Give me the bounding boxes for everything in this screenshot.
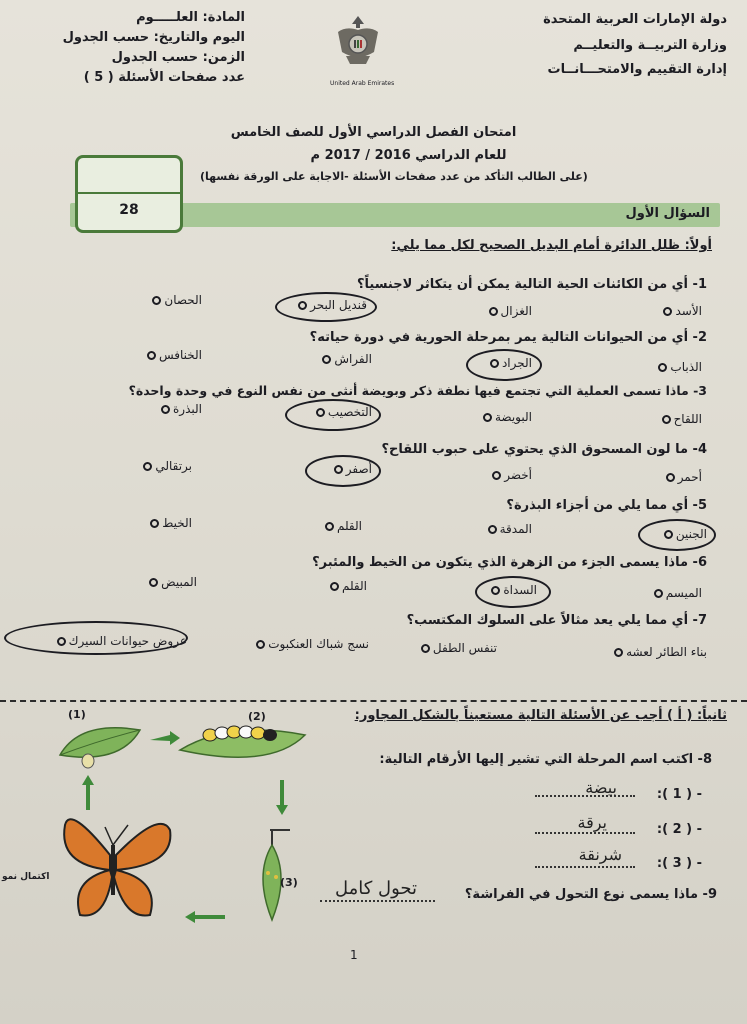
answer-ring-q2 [466,349,542,381]
q7-option-1[interactable]: بناء الطائر لعشه [614,645,707,659]
answer-ring-q7 [4,621,188,655]
question-8: 8- اكتب اسم المرحلة التي تشير إليها الأرقام التالية: [379,752,712,767]
part2-instruction: ثانياً: ( أ ) أجب عن الأسئلة التالية مستعيناً بالشكل المجاور: [354,708,727,723]
header-department: إدارة التقييم والامتحـــانــات [547,62,727,77]
answer-ring-q4 [305,455,381,487]
q2-option-1[interactable]: الذباب [658,360,702,374]
score-value: 28 [119,202,139,218]
q6-option-2-selected[interactable]: السداة [491,583,537,597]
question-9: 9- ماذا يسمى نوع التحول في الفراشة؟ [464,887,717,902]
section-divider [0,700,747,702]
butterfly-stage-icon [64,819,170,915]
q5-option-2[interactable]: المدقة [488,522,532,536]
q2-option-3[interactable]: الفراش [322,352,372,366]
question-5: 5- أي مما يلي من أجزاء البذرة؟ [506,498,707,513]
q5-option-2-circle[interactable] [488,525,497,534]
q3-option-1[interactable]: اللقاح [662,412,702,426]
q4-option-3-selected[interactable]: أصفر [334,462,372,476]
q2-option-2-selected[interactable]: الجراد [490,356,532,370]
header-time: الزمن: حسب الجدول [111,50,245,65]
question-6: 6- ماذا يسمى الجزء من الزهرة الذي يتكون من الخيط والمئبر؟ [312,555,707,570]
q2-option-3-circle[interactable] [322,355,331,364]
question-3: 3- ماذا تسمى العملية التي تجتمع فيها نطفة ذكر وبويضة أنثى من نفس النوع في وحدة واحدة؟ [128,383,707,398]
q3-option-2-circle[interactable] [483,413,492,422]
q1-option-1[interactable]: الأسد [663,304,702,318]
diagram-label-3: (3) [280,876,298,889]
q4-option-4[interactable]: برتقالي [143,459,192,473]
q6-option-4[interactable]: المبيض [149,575,197,589]
header-ministry: وزارة التربيــة والتعليــم [573,38,727,53]
q7-option-4-selected[interactable]: عروض حيوانات السيرك [57,634,187,648]
q6-option-1-circle[interactable] [654,589,663,598]
q4-option-4-circle[interactable] [143,462,152,471]
q5-option-1-selected[interactable]: الجنين [664,527,707,541]
q5-option-3-circle[interactable] [325,522,334,531]
diagram-label-1: (1) [68,708,86,721]
q8-label-1: - ( 1 ): [656,787,702,802]
answer-ring-q5 [638,519,716,551]
q4-option-1[interactable]: أحمر [666,470,702,484]
q4-option-2[interactable]: أخضر [492,468,532,482]
q6-option-3[interactable]: القلم [330,579,367,593]
question-4: 4- ما لون المسحوق الذي يحتوي على حبوب اللقاح؟ [381,442,707,457]
q1-option-2-circle[interactable] [489,307,498,316]
score-box [75,155,183,233]
exam-note: (على الطالب التأكد من عدد صفحات الأسئلة -الاجابة على الورقة نفسها) [200,170,588,183]
q2-option-4[interactable]: الخنافس [147,348,202,362]
q5-option-4[interactable]: الخيط [150,516,192,530]
exam-title: امتحان الفصل الدراسي الأول للصف الخامس [230,125,517,140]
q7-option-2[interactable]: تنفس الطفل [421,641,497,655]
q7-option-1-circle[interactable] [614,648,623,657]
caterpillar-stage-icon [180,726,305,757]
chrysalis-stage-icon [263,830,290,920]
q1-option-4[interactable]: الحصان [152,293,202,307]
q1-option-4-circle[interactable] [152,296,161,305]
q3-option-1-circle[interactable] [662,415,671,424]
q8-answer-2[interactable]: يرقة [577,813,607,832]
q7-option-2-circle[interactable] [421,644,430,653]
answer-ring-q6 [475,576,551,608]
page-number: 1 [350,948,358,962]
butterfly-life-cycle-diagram [10,705,310,930]
q4-option-1-circle[interactable] [666,473,675,482]
answer-ring-q3 [285,399,381,431]
q5-option-4-circle[interactable] [150,519,159,528]
header-subject: المادة: العلـــــوم [136,10,245,25]
q1-option-2[interactable]: الغزال [489,304,532,318]
q4-option-2-circle[interactable] [492,471,501,480]
q8-answer-1[interactable]: بيضة [585,778,617,797]
q7-option-3[interactable]: نسج شباك العنكبوت [256,637,369,651]
question-1: 1- أي من الكائنات الحية التالية يمكن أن يتكاثر لاجنسياً؟ [356,277,707,292]
q3-option-4-circle[interactable] [161,405,170,414]
q3-option-2[interactable]: البويضة [483,410,532,424]
q2-option-4-circle[interactable] [147,351,156,360]
q5-option-3[interactable]: القلم [325,519,362,533]
header-country: دولة الإمارات العربية المتحدة [543,12,727,27]
q8-answer-3[interactable]: شرنقة [578,845,622,864]
header-date: اليوم والتاريخ: حسب الجدول [62,30,245,45]
question1-title: السؤال الأول [625,206,710,221]
q3-option-3-selected[interactable]: التخصيب [316,405,372,419]
q7-option-3-circle[interactable] [256,640,265,649]
question-7: 7- أي مما يلي يعد مثالاً على السلوك المكتسب؟ [406,613,707,628]
exam-year: للعام الدراسي 2016 / 2017 م [310,148,507,163]
diagram-side-note: اكتمال نمو [2,872,50,882]
q9-answer[interactable]: تحول كامل [334,878,417,899]
answer-ring-q1 [275,292,377,322]
logo-caption: United Arab Emirates [330,80,395,87]
egg-stage-icon [60,728,140,768]
q8-label-3: - ( 3 ): [656,856,702,871]
q8-label-2: - ( 2 ): [656,822,702,837]
q1-option-1-circle[interactable] [663,307,672,316]
header-page-count: عدد صفحات الأسئلة ( 5 ) [83,70,245,85]
q2-option-1-circle[interactable] [658,363,667,372]
q6-option-4-circle[interactable] [149,578,158,587]
q6-option-1[interactable]: الميسم [654,586,702,600]
q6-option-3-circle[interactable] [330,582,339,591]
q3-option-4[interactable]: البذرة [161,402,202,416]
q1-option-3-selected[interactable]: قنديل البحر [298,298,367,312]
diagram-label-2: (2) [248,710,266,723]
question-2: 2- أي من الحيوانات التالية يمر بمرحلة الحورية في دورة حياته؟ [309,330,707,345]
uae-emblem-icon [330,12,386,78]
part1-instruction: أولاً: ظلل الدائرة أمام البديل الصحيح لكل مما يلي: [391,238,712,253]
